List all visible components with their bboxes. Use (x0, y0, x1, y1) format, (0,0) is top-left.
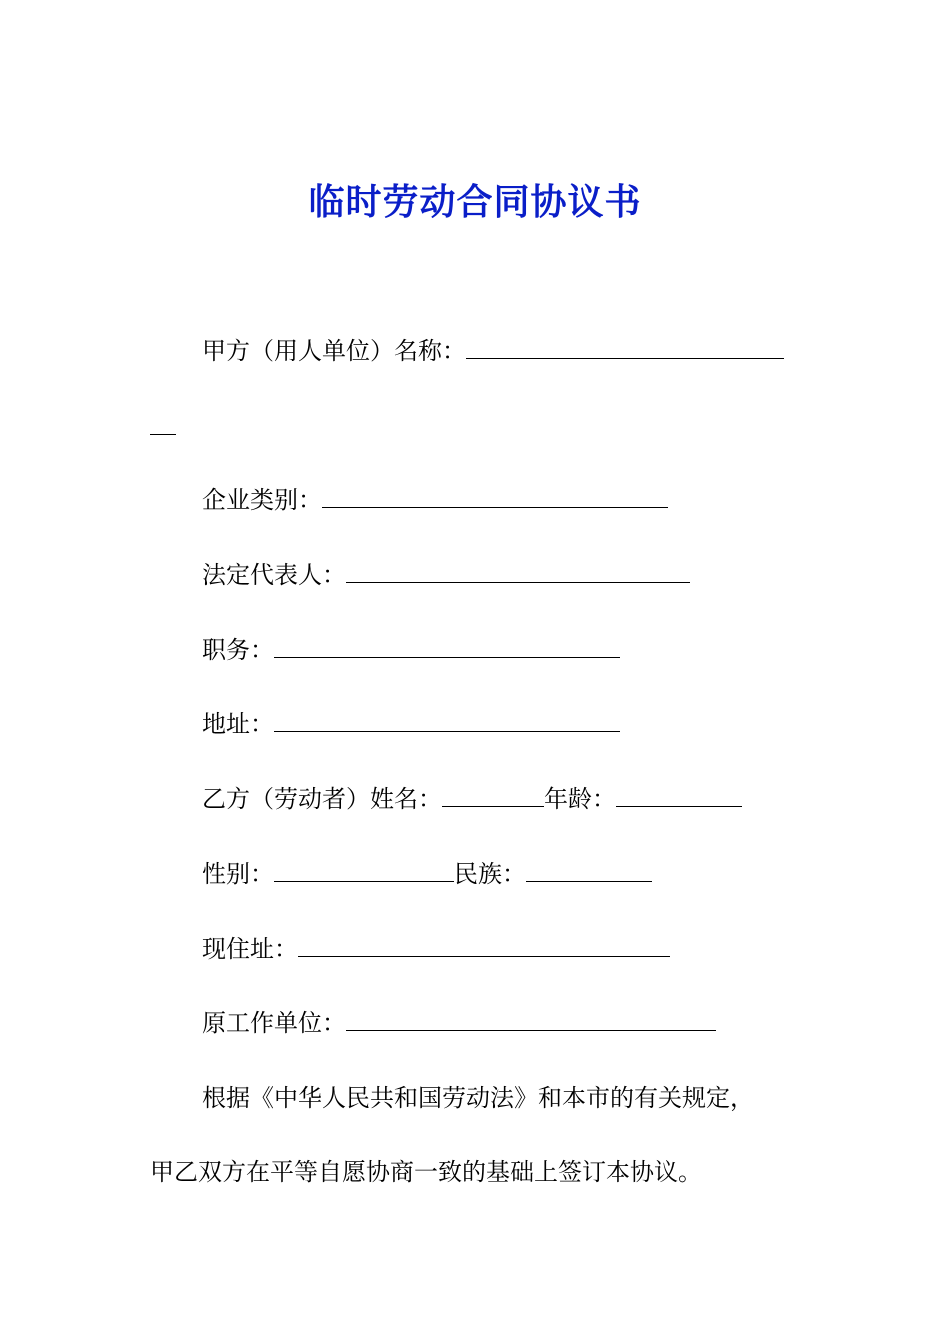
current-address-label: 现住址： (202, 935, 298, 963)
worker-name-blank (442, 784, 544, 807)
gender-blank (274, 859, 454, 882)
ethnicity-blank (526, 859, 652, 882)
enterprise-type-blank (322, 485, 668, 508)
gender-label: 性别： (202, 860, 274, 888)
body-text-line-1: 根据《中华人民共和国劳动法》和本市的有关规定， (202, 1084, 754, 1112)
enterprise-type-row (202, 483, 668, 517)
address-label: 地址： (202, 710, 274, 738)
legal-rep-row (202, 558, 690, 592)
age-label: 年龄： (544, 785, 616, 813)
employer-name-blank-continued (150, 410, 176, 444)
document-title: 临时劳动合同协议书 (308, 181, 642, 223)
legal-rep-label: 法定代表人： (202, 561, 346, 589)
current-address-row (202, 932, 670, 966)
address-blank (274, 709, 620, 732)
legal-rep-blank (346, 560, 690, 583)
enterprise-type-label: 企业类别： (202, 486, 322, 514)
position-row (202, 633, 620, 667)
body-text-line-2: 甲乙双方在平等自愿协商一致的基础上签订本协议。 (150, 1158, 702, 1186)
position-label: 职务： (202, 636, 274, 664)
previous-employer-blank (346, 1008, 716, 1031)
employer-name-label: 甲方（用人单位）名称： (202, 337, 466, 365)
previous-employer-label: 原工作单位： (202, 1009, 346, 1037)
employer-name-blank-tail (150, 412, 176, 435)
worker-name-row (202, 782, 742, 816)
gender-row (202, 857, 652, 891)
employer-name-row (202, 334, 784, 368)
employer-name-blank (466, 336, 784, 359)
worker-name-label: 乙方（劳动者）姓名： (202, 785, 442, 813)
age-blank (616, 784, 742, 807)
ethnicity-label: 民族： (454, 860, 526, 888)
current-address-blank (298, 934, 670, 957)
position-blank (274, 635, 620, 658)
address-row (202, 707, 620, 741)
previous-employer-row (202, 1006, 716, 1040)
